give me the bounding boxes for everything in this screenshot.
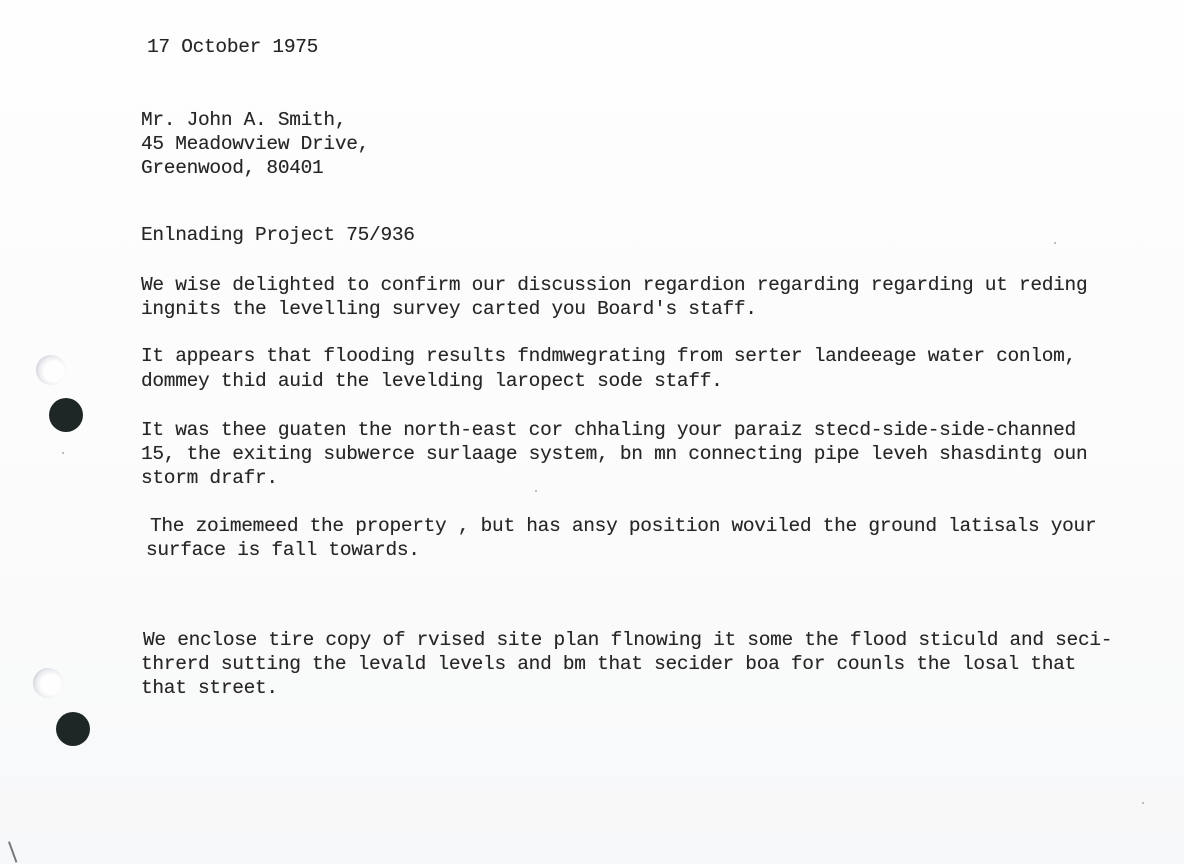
paragraph-line: storm drafr. — [141, 467, 278, 489]
paragraph-line: The zoimemeed the property , but has ansy position woviled the ground latisals your — [150, 515, 1097, 537]
punch-hole-shadow-icon — [36, 355, 66, 385]
letter-date: 17 October 1975 — [147, 36, 319, 58]
scan-speck — [62, 452, 64, 454]
punch-hole-icon — [49, 398, 83, 432]
punch-hole-shadow-icon — [33, 668, 63, 698]
paragraph-line: It appears that flooding results fndmwegrating from serter landeeage water conlom, — [141, 345, 1076, 367]
scan-edge-mark — [8, 841, 17, 862]
paragraph-line: that street. — [141, 677, 278, 699]
paragraph-line: We wise delighted to confirm our discussion regardion regarding regarding ut reding — [141, 274, 1088, 296]
recipient-name: Mr. John A. Smith, — [141, 109, 347, 131]
paragraph-line: threrd sutting the levald levels and bm that secider boa for counls the losal that — [141, 653, 1076, 675]
paragraph-line: ingnits the levelling survey carted you Board's staff. — [141, 298, 757, 320]
punch-hole-icon — [56, 712, 90, 746]
paragraph-line: It was thee guaten the north-east cor chhaling your paraiz stecd-side-side-channed — [141, 419, 1076, 441]
recipient-street: 45 Meadowview Drive, — [141, 133, 370, 155]
paragraph-line: We enclose tire copy of rvised site plan flnowing it some the flood sticuld and seci- — [143, 629, 1113, 651]
scan-speck — [535, 490, 537, 492]
scan-speck — [1142, 802, 1144, 804]
scan-speck — [1054, 242, 1056, 244]
letter-subject: Enlnading Project 75/936 — [141, 224, 415, 246]
paragraph-line: dommey thid auid the levelding laropect sode staff. — [141, 370, 723, 392]
paragraph-line: 15, the exiting subwerce surlaage system, bn mn connecting pipe leveh shasdintg oun — [141, 443, 1088, 465]
recipient-city: Greenwood, 80401 — [141, 157, 324, 179]
paragraph-line: surface is fall towards. — [146, 539, 420, 561]
